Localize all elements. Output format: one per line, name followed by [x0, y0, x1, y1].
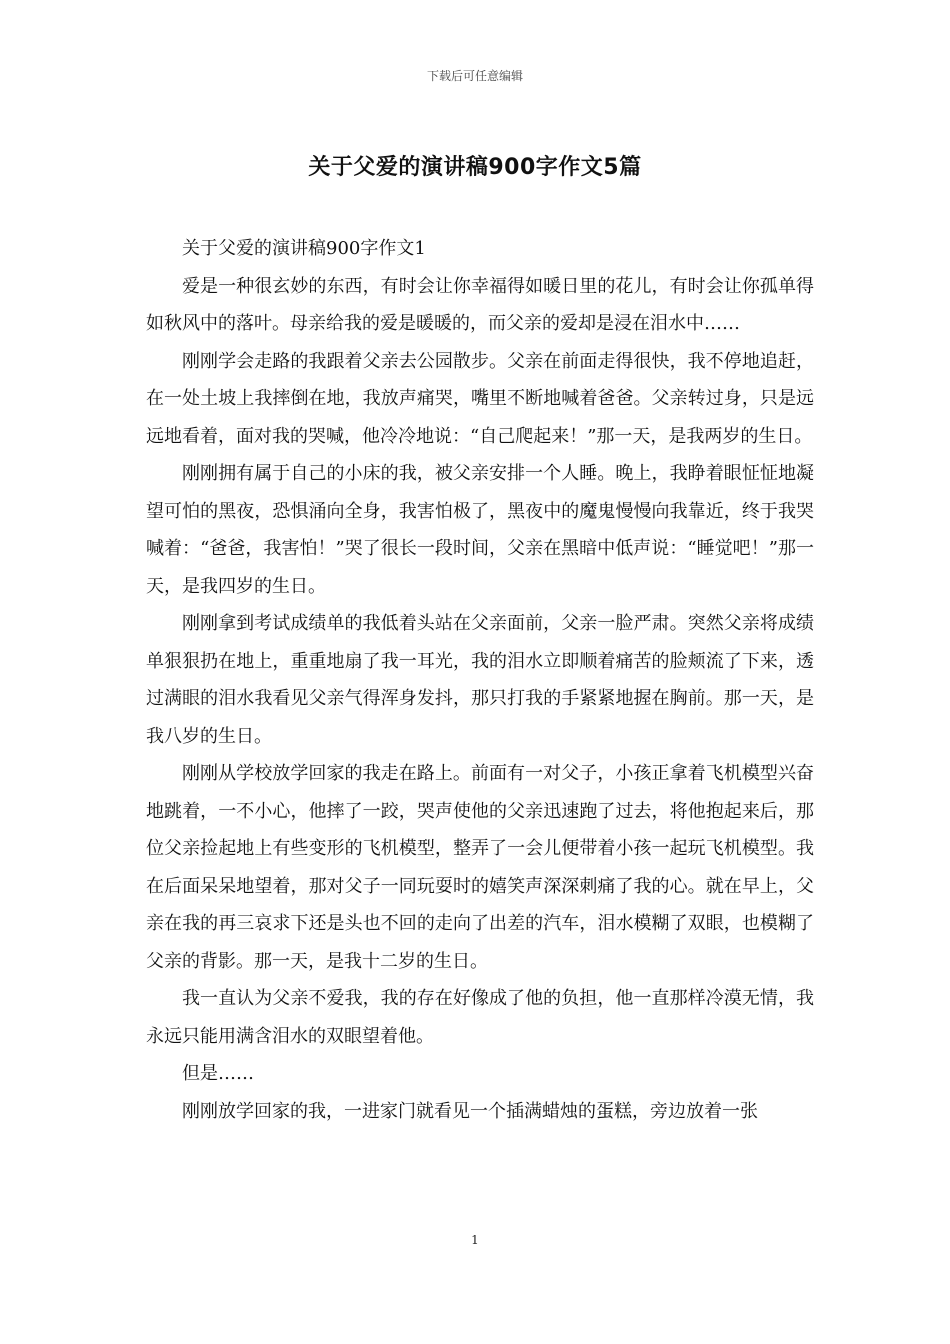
paragraph: 我一直认为父亲不爱我，我的存在好像成了他的负担，他一直那样冷漠无情，我永远只能用满含泪水的双眼望着他。 — [146, 988, 814, 1047]
paragraph: 刚刚放学回家的我，一进家门就看见一个插满蜡烛的蛋糕，旁边放着一张 — [182, 1100, 758, 1122]
page-header: 下载后可任意编辑 — [426, 69, 523, 83]
page-number: 1 — [471, 1233, 479, 1247]
paragraph: 但是…… — [182, 1063, 254, 1084]
paragraph: 刚刚学会走路的我跟着父亲去公园散步。父亲在前面走得很快，我不停地追赶，在一处土坡上我摔倒在地，我放声痛哭，嘴里不断地喊着爸爸。父亲转过身，只是远远地看着，面对我的哭喊，他冷冷地说：“自己爬起来！”那一天，是我两岁的生日。 — [146, 350, 814, 447]
paragraph: 关于父爱的演讲稿900字作文1 — [182, 238, 426, 259]
paragraph: 爱是一种很玄妙的东西，有时会让你幸福得如暖日里的花儿，有时会让你孤单得如秋风中的落叶。母亲给我的爱是暖暖的，而父亲的爱却是浸在泪水中…… — [146, 275, 814, 334]
document-title: 关于父爱的演讲稿900字作文5篇 — [308, 155, 642, 180]
paragraph: 刚刚拿到考试成绩单的我低着头站在父亲面前，父亲一脸严肃。突然父亲将成绩单狠狠扔在地上，重重地扇了我一耳光，我的泪水立即顺着痛苦的脸颊流了下来，透过满眼的泪水我看见父亲气得浑身发抖，那只打我的手紧紧地握在胸前。那一天，是我八岁的生日。 — [146, 613, 814, 747]
document-body — [146, 230, 814, 1130]
paragraph: 刚刚拥有属于自己的小床的我，被父亲安排一个人睡。晚上，我睁着眼怔怔地凝望可怕的黑夜，恐惧涌向全身，我害怕极了，黑夜中的魔鬼慢慢向我靠近，终于我哭喊着：“爸爸，我害怕！”哭了很长一段时间，父亲在黑暗中低声说：“睡觉吧！”那一天，是我四岁的生日。 — [146, 463, 814, 597]
paragraph: 刚刚从学校放学回家的我走在路上。前面有一对父子，小孩正拿着飞机模型兴奋地跳着，一不小心，他摔了一跤，哭声使他的父亲迅速跑了过去，将他抱起来后，那位父亲捡起地上有些变形的飞机模型，整弄了一会儿便带着小孩一起玩飞机模型。我在后面呆呆地望着，那对父子一同玩耍时的嬉笑声深深刺痛了我的心。就在早上，父亲在我的再三哀求下还是头也不回的走向了出差的汽车，泪水模糊了双眼，也模糊了父亲的背影。那一天，是我十二岁的生日。 — [146, 763, 814, 972]
